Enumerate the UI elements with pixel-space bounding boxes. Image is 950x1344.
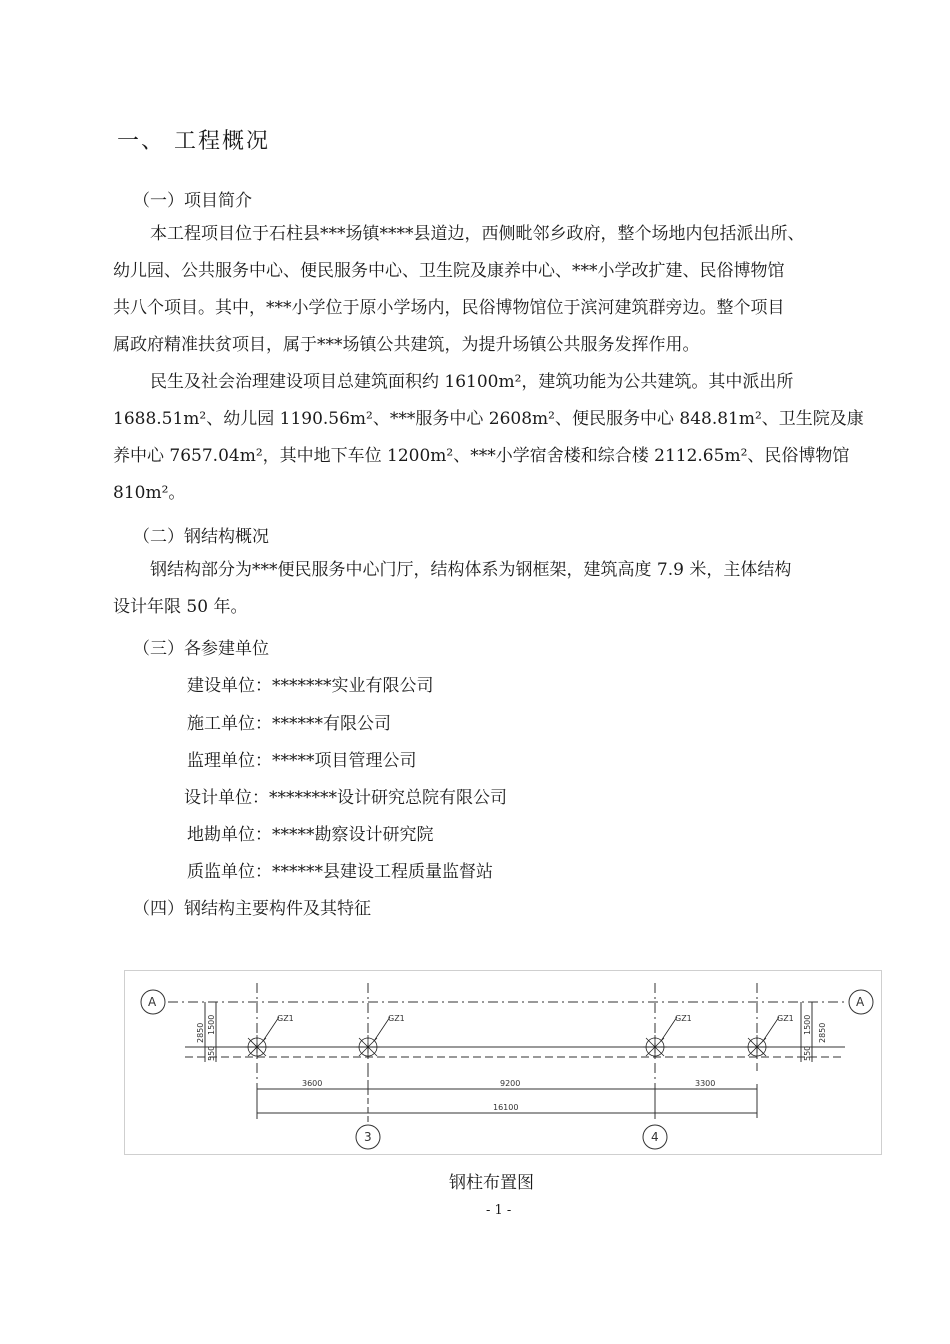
paragraph-project-intro <box>113 216 873 364</box>
section-title-4: （四）钢结构主要构件及其特征 <box>133 899 371 919</box>
unit-quality: 质监单位：******县建设工程质量监督站 <box>187 862 493 882</box>
unit-owner: 建设单位：*******实业有限公司 <box>187 676 434 696</box>
dim-1500-left: 1500 <box>207 1014 216 1035</box>
chapter-heading: 一、 工程概况 <box>117 129 270 154</box>
column-label: GZ1 <box>388 1014 405 1023</box>
paragraph-line: 幼儿园、公共服务中心、便民服务中心、卫生院及康养中心、***小学改扩建、民俗博物馆 <box>113 261 785 281</box>
steel-column-gz1 <box>643 1017 677 1059</box>
axis-label-4: 4 <box>651 1130 659 1144</box>
steel-column-gz1 <box>245 1017 279 1059</box>
column-label: GZ1 <box>777 1014 794 1023</box>
section-title-2: （二）钢结构概况 <box>133 527 269 547</box>
dim-1500-right: 1500 <box>803 1014 812 1035</box>
paragraph-line: 养中心 7657.04m²，其中地下车位 1200m²、***小学宿舍楼和综合楼 2112.65m²、民俗博物馆 <box>113 446 850 466</box>
dim-9200: 9200 <box>500 1079 521 1088</box>
dim-2850-left: 2850 <box>196 1022 205 1043</box>
paragraph-line: 1688.51m²、幼儿园 1190.56m²、***服务中心 2608m²、便民服务中心 848.81m²、卫生院及康 <box>113 409 864 429</box>
paragraph-line: 属政府精准扶贫项目，属于***场镇公共建筑，为提升场镇公共服务发挥作用。 <box>113 335 700 355</box>
unit-designer: 设计单位：********设计研究总院有限公司 <box>184 788 507 808</box>
paragraph-line: 本工程项目位于石柱县***场镇****县道边，西侧毗邻乡政府，整个场地内包括派出所、 <box>150 224 805 244</box>
axis-label-3: 3 <box>364 1130 372 1144</box>
section-title-1: （一）项目简介 <box>133 191 252 211</box>
dim-3600: 3600 <box>302 1079 323 1088</box>
page-number: - 1 - <box>486 1203 512 1218</box>
unit-supervisor: 监理单位：*****项目管理公司 <box>187 751 417 771</box>
paragraph-area-summary <box>113 364 873 512</box>
paragraph-line: 钢结构部分为***便民服务中心门厅，结构体系为钢框架，建筑高度 7.9 米，主体结构 <box>150 560 792 580</box>
axis-label-a-left: A <box>148 995 157 1009</box>
paragraph-steel-overview <box>113 552 873 626</box>
dim-3300: 3300 <box>695 1079 716 1088</box>
steel-column-gz1 <box>745 1017 779 1059</box>
layout-drawing <box>125 971 881 1154</box>
column-label: GZ1 <box>675 1014 692 1023</box>
unit-survey: 地勘单位：*****勘察设计研究院 <box>187 825 434 845</box>
steel-columns <box>245 1017 779 1059</box>
paragraph-line: 设计年限 50 年。 <box>113 597 248 617</box>
axis-label-a-right: A <box>856 995 865 1009</box>
dim-550-left: 550 <box>207 1045 216 1061</box>
steel-column-layout-figure <box>124 970 882 1155</box>
column-label: GZ1 <box>277 1014 294 1023</box>
dim-2850-right: 2850 <box>818 1022 827 1043</box>
paragraph-line: 共八个项目。其中，***小学位于原小学场内，民俗博物馆位于滨河建筑群旁边。整个项目 <box>113 298 785 318</box>
unit-contractor: 施工单位：******有限公司 <box>187 714 391 734</box>
dim-550-right: 550 <box>803 1045 812 1061</box>
steel-column-gz1 <box>356 1017 390 1059</box>
paragraph-line: 810m²。 <box>113 483 186 503</box>
figure-caption: 钢柱布置图 <box>449 1173 534 1193</box>
dim-16100: 16100 <box>493 1103 519 1112</box>
paragraph-line: 民生及社会治理建设项目总建筑面积约 16100m²，建筑功能为公共建筑。其中派出所 <box>150 372 794 392</box>
section-title-3: （三）各参建单位 <box>133 639 269 659</box>
